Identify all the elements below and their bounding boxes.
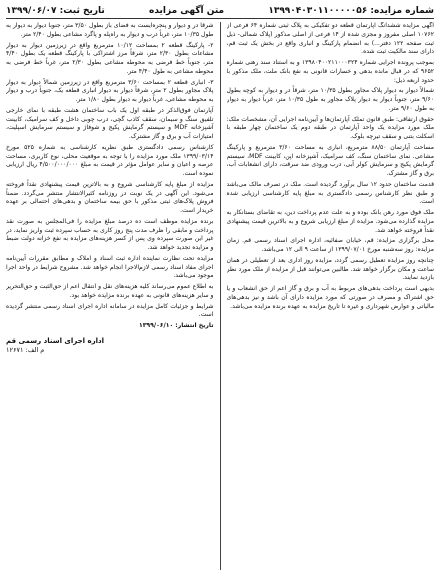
paragraph: به اطلاع عموم می‌رساند کلیه هزینه‌های نقل و انتقال اعم از حق‌الثبت و حق‌التحریر و سایر هزینه‌های قانونی به عهده برنده مزایده خواهد بود. [6,283,214,299]
paragraph: مساحت آپارتمان ۸۸/۵۰ مترمربع، انباری به مساحت ۳/۶۰ مترمربع و پارکینگ مشاعی. نمای ساختمان سنگ، کف سرامیک، آشپزخانه اپن، کابینت MDF، سیستم گرمایش پکیج و سرمایش کولر آبی، درب ورودی ضد سرقت، دارای انشعابات آب، برق و گاز مشترک. [226,143,434,177]
reference-code: م الف: ۱۲۶۷۱ [6,345,45,354]
paragraph: برنده مزایده موظف است ده درصد مبلغ مزایده را فی‌المجلس به صورت نقد پرداخت و مابقی را ظرف مدت پنج روز کاری به حساب سپرده ثبت واریز نماید، در غیر این صورت سپرده وی پس از کسر هزینه‌های مزایده به نفع خزانه دولت ضبط و مزایده تجدید خواهد شد. [6,217,214,251]
registration-date: تاریخ ثبت: ۱۳۹۹/۰۶/۰۷ [6,6,105,16]
paragraph: ۲- پارکینگ قطعه ۲ بمساحت ۱۰/۱۲ مترمربع واقع در زیرزمین دیوار به دیوار مشاعات بطول ۲/۳۰ متر، شرقاً مرز اشتراکی با پارکینگ قطعه یک بطول ۴/۴۰ متر، جنوباً خط فرضی به محوطه مشاعی بطول ۲/۳۰ متر، غرباً خط فرضی به محوطه مشاعی به طول ۴/۴۰ متر. [6,41,214,75]
column-divider [220,22,221,570]
notice-header [6,4,434,19]
paragraph: بموجب پرونده اجرایی شماره ۱۳۹۸۰۴۰۰۲۱۱۰۰۰۳۲۴ و به استناد سند رهنی شماره ۹۶۵۲ که در قبال مانده بدهی و خسارات قانونی به نفع بانک ملت، ملک مذکور با حدود اربعه ذیل: [226,59,434,84]
paragraph: ملک فوق مورد رهن بانک بوده و به علت عدم پرداخت دین، به تقاضای بستانکار به مزایده گذارده می‌شود. مزایده از مبلغ ارزیابی شروع و به بالاترین قیمت پیشنهادی نقداً فروخته خواهد شد. [226,209,434,234]
paragraph: محل برگزاری مزایده: قم، خیابان صفائیه، اداره اجرای اسناد رسمی قم. زمان مزایده: روز سه‌شنبه مورخ ۱۳۹۹/۰۷/۰۱ از ساعت ۹ الی ۱۲ می‌باشد. [226,237,434,253]
right-column [227,22,435,570]
left-column [6,22,214,570]
publish-date: تاریخ انتشار: ۱۳۹۹/۰۶/۱۰ [138,322,214,329]
paragraph: حقوق ارتفاقی: طبق قانون تملک آپارتمان‌ها و آیین‌نامه اجرایی آن، مشخصات ملک: ملک مورد مزایده یک واحد آپارتمان در طبقه دوم یک ساختمان چهار طبقه با اسکلت بتنی و سقف تیرچه بلوک. [226,115,434,140]
paragraph: شرقاً در و دیوار و پنجره‌ایست به فضای باز بطول ۳/۵۰ متر، جنوباً دیوار به دیوار به طول ۱۰/۳۵ متر، غرباً درب و دیوار به راه‌پله و پاگرد مشاعی بطول ۲/۴۰ متر. [6,22,214,38]
paragraph: مزایده تحت نظارت نماینده اداره ثبت اسناد و املاک و مطابق مقررات آیین‌نامه اجرای مفاد اسناد رسمی لازم‌الاجرا انجام خواهد شد. مشروح شرایط در واحد اجرا موجود می‌باشد. [6,254,214,280]
paragraph: ۳- انباری قطعه ۲ بمساحت ۳/۶۰ مترمربع واقع در زیرزمین شمالاً دیوار به دیوار پلاک مجاور بطول ۲ متر، شرقاً دیوار به دیوار انباری قطعه یک، جنوباً درب و دیوار به محوطه مشاعی، غرباً دیوار به دیوار بطول ۱/۸۰ متر. [6,78,214,103]
paragraph: چنانچه روز مزایده تعطیل رسمی گردد، مزایده روز اداری بعد از تعطیلی در همان ساعت و مکان برگزار خواهد شد. طالبین می‌توانند قبل از مزایده از ملک مورد نظر بازدید نمایند. [226,256,434,282]
paragraph: مزایده از مبلغ پایه کارشناسی شروع و به بالاترین قیمت پیشنهادی نقداً فروخته می‌شود. این آگهی در یک نوبت در روزنامه کثیرالانتشار منتشر می‌گردد. ضمناً فروش پلاک‌های ثبتی مذکور با حق بیمه ساختمان و بدهی‌های احتمالی بر عهده خریدار است. [6,180,214,214]
paragraph: شرایط و جزئیات کامل مزایده در سامانه اداره اجرای اسناد رسمی منتشر گردیده است. [6,302,214,319]
paragraph: آگهی مزایده ششدانگ آپارتمان قطعه دو تفکیکی به پلاک ثبتی شماره ۶۴ فرعی از ۱۰۷۶۲ اصلی مفروز و مجزی شده از ۱۴ فرعی از اصلی مذکور (پلاک شمالی- ذیل ثبت صفحه ۱۲۲ دفتر...) به انضمام پارکینگ و انباری واقع در بخش یک ثبت قم، دارای سند مالکیت ثبت شده. [226,22,434,56]
auction-number: شماره مزایده: ۱۳۹۹۰۴۰۳۰۱۱۰۰۰۰۰۵۶ [268,6,434,16]
issuing-office: اداره اجرای اسناد رسمی قم [6,336,105,345]
paragraph: آپارتمان فوق‌الذکر در طبقه اول یک باب ساختمان هشت طبقه با نمای خارجی تلفیق سنگ و سیمان، سقف کاذب گچی، درب چوبی داخل و کف سرامیک، کابینت آشپزخانه MDF و سیستم گرمایش پکیج و شوفاژ و سیستم سرمایش اسپلیت، امتیازات آب و برق و گاز مشترک. [6,106,214,140]
paragraph: کارشناس رسمی دادگستری طبق نظریه کارشناسی به شماره ۵۲۵ مورخ ۱۳۹۹/۰۳/۱۴ ملک مورد مزایده را با توجه به موقعیت محلی، نوع کاربری، مساحت عرصه و اعیان و سایر عوامل مؤثر در قیمت به مبلغ ۴/۵۰۰/۰۰۰/۰۰۰ ریال ارزیابی نموده است. [6,143,214,177]
notice-title: متن آگهی مزایده [149,6,225,16]
paragraph: بدیهی است پرداخت بدهی‌های مربوط به آب و برق و گاز اعم از حق انشعاب و یا حق اشتراک و مصرف در صورتی که مورد مزایده دارای آن باشد و نیز بدهی‌های مالیاتی و عوارض شهرداری و غیره تا تاریخ مزایده به عهده برنده مزایده می‌باشد. [226,285,434,310]
paragraph: شمالاً دیوار به دیوار پلاک مجاور بطول ۱۰/۳۵ متر، شرقاً در و دیوار به کوچه بطول ۹/۶۰ متر، جنوباً دیوار به دیوار پلاک مجاور به طول ۱۰/۳۵ متر، غرباً دیوار به دیوار به طول ۹/۶۰ متر. [226,87,434,112]
text-columns [6,22,434,570]
paragraph: قدمت ساختمان حدود ۱۲ سال برآورد گردیده است. ملک در تصرف مالک می‌باشد و طبق نظر کارشناس رسمی دادگستری به مبلغ پایه کارشناسی ارزیابی شده است. [226,180,434,206]
